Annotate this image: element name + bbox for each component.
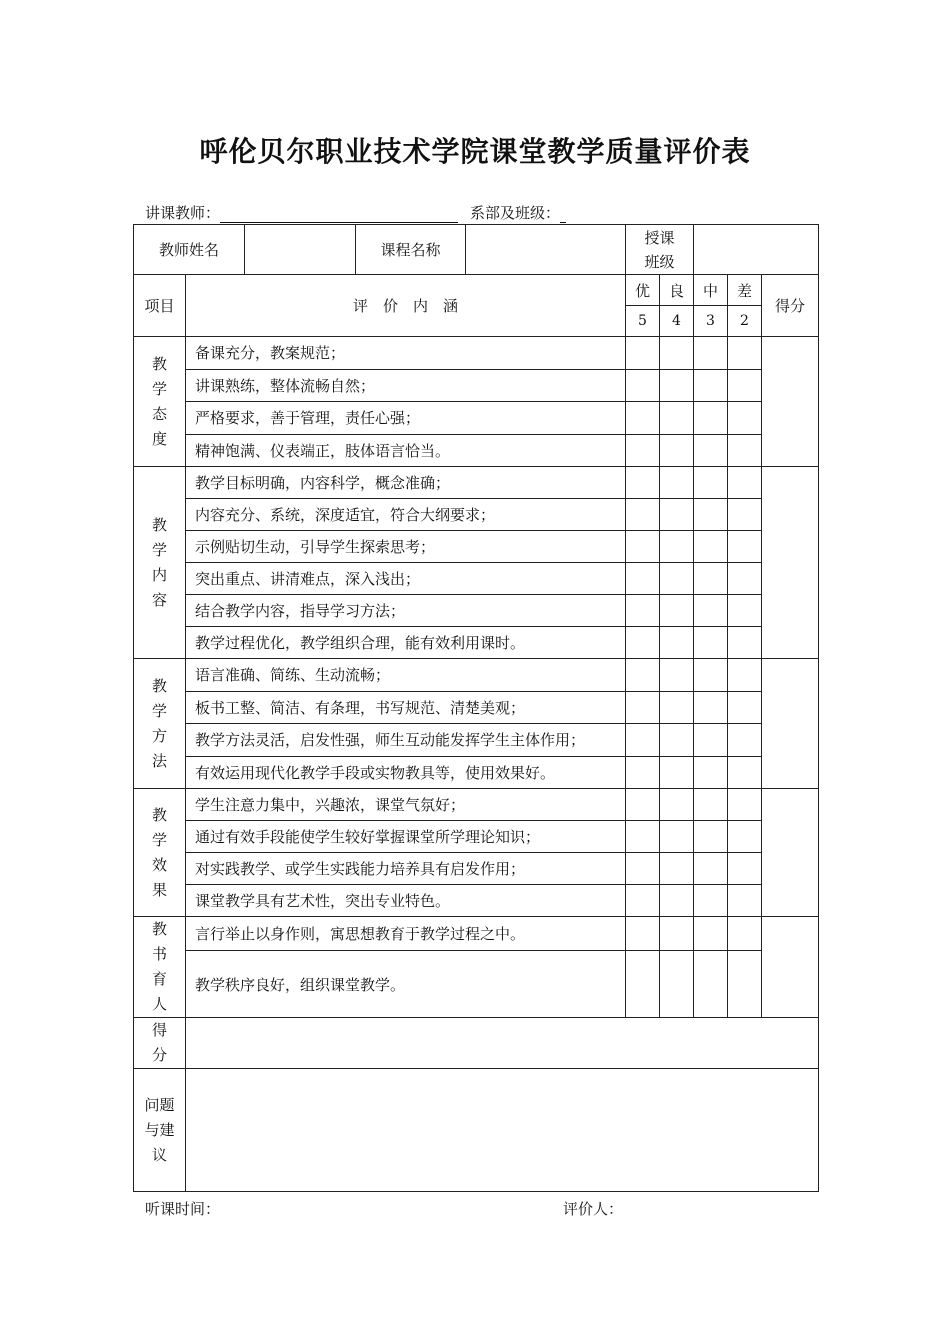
grade-cell[interactable]: [728, 821, 762, 853]
grade-cell[interactable]: [694, 691, 728, 724]
grade-cell[interactable]: [660, 756, 694, 789]
criterion-text: 言行举止以身作则，寓思想教育于教学过程之中。: [186, 917, 626, 951]
grade-cell[interactable]: [626, 951, 660, 1018]
grade-cell[interactable]: [694, 595, 728, 627]
grade-cell[interactable]: [626, 917, 660, 951]
grade-cell[interactable]: [660, 563, 694, 595]
points-4: 4: [660, 306, 694, 337]
section-content-label: [134, 467, 186, 659]
teacher-blank[interactable]: [220, 206, 458, 223]
grade-cell[interactable]: [660, 499, 694, 531]
suggestions-cell[interactable]: [186, 1069, 819, 1192]
grade-cell[interactable]: [694, 821, 728, 853]
page-title: 呼伦贝尔职业技术学院课堂教学质量评价表: [199, 135, 751, 168]
criterion-text: 结合教学内容，指导学习方法；: [186, 595, 626, 627]
grade-cell[interactable]: [728, 917, 762, 951]
grade-cell[interactable]: [694, 885, 728, 917]
grade-cell[interactable]: [728, 499, 762, 531]
time-label: 听课时间：: [145, 1200, 221, 1218]
grade-cell[interactable]: [660, 821, 694, 853]
grade-cell[interactable]: [660, 789, 694, 821]
grade-cell[interactable]: [694, 724, 728, 757]
criterion-row: [134, 627, 819, 659]
criterion-text: 精神饱满、仪表端正，肢体语言恰当。: [186, 434, 626, 467]
grade-cell[interactable]: [694, 434, 728, 467]
section-label-text: 教学方法: [151, 676, 167, 770]
grade-cell[interactable]: [660, 853, 694, 885]
section-score-cell[interactable]: [762, 659, 819, 789]
score-header: 得分: [762, 275, 819, 337]
grade-cell[interactable]: [660, 951, 694, 1018]
section-score-cell[interactable]: [762, 789, 819, 917]
grade-cell[interactable]: [728, 563, 762, 595]
grade-cell[interactable]: [626, 595, 660, 627]
class-cell[interactable]: [694, 225, 819, 275]
grade-cell[interactable]: [626, 467, 660, 499]
grade-cell[interactable]: [694, 337, 728, 370]
grade-cell[interactable]: [660, 595, 694, 627]
project-header: 项目: [134, 275, 186, 337]
grade-cell[interactable]: [626, 563, 660, 595]
section-education-label: [134, 917, 186, 1018]
grade-cell[interactable]: [694, 467, 728, 499]
grade-cell[interactable]: [694, 853, 728, 885]
grade-cell[interactable]: [626, 853, 660, 885]
course-name-cell[interactable]: [466, 225, 626, 275]
grade-cell[interactable]: [626, 724, 660, 757]
grade-cell[interactable]: [728, 531, 762, 563]
grade-cell[interactable]: [728, 951, 762, 1018]
grade-cell[interactable]: [660, 402, 694, 435]
section-method-label: [134, 659, 186, 789]
criterion-row: [134, 691, 819, 724]
criterion-row: [134, 659, 819, 692]
criterion-text: 语言准确、简练、生动流畅；: [186, 659, 626, 692]
grade-cell[interactable]: [728, 756, 762, 789]
content-header: 评 价 内 涵: [186, 275, 626, 337]
grade-cell[interactable]: [728, 885, 762, 917]
criterion-row: [134, 595, 819, 627]
section-effect-label: [134, 789, 186, 917]
points-5: 5: [626, 306, 660, 337]
grade-cell[interactable]: [626, 531, 660, 563]
total-score-row: [134, 1018, 819, 1069]
grade-cell[interactable]: [728, 853, 762, 885]
criterion-row: [134, 724, 819, 757]
points-3: 3: [694, 306, 728, 337]
grade-cell[interactable]: [660, 885, 694, 917]
teacher-name-label: 教师姓名: [134, 225, 245, 275]
section-label-text: 教学态度: [151, 354, 167, 448]
grade-medium: 中: [694, 275, 728, 306]
section-attitude-label: [134, 337, 186, 467]
grade-cell[interactable]: [626, 756, 660, 789]
grade-cell[interactable]: [626, 369, 660, 402]
teacher-info-row: [134, 225, 819, 275]
grade-cell[interactable]: [660, 337, 694, 370]
dept-line: [470, 202, 566, 223]
grade-cell[interactable]: [694, 659, 728, 692]
class-label: [626, 225, 694, 275]
evaluator-line: [563, 1198, 623, 1219]
points-2: 2: [728, 306, 762, 337]
criterion-row: [134, 853, 819, 885]
grade-cell[interactable]: [694, 531, 728, 563]
grade-cell[interactable]: [626, 691, 660, 724]
criterion-text: 通过有效手段能使学生较好掌握课堂所学理论知识；: [186, 821, 626, 853]
dept-label: 系部及班级：: [470, 204, 561, 222]
criterion-text: 课堂教学具有艺术性，突出专业特色。: [186, 885, 626, 917]
grade-cell[interactable]: [728, 402, 762, 435]
grade-cell[interactable]: [660, 434, 694, 467]
grade-cell[interactable]: [660, 917, 694, 951]
criterion-row: [134, 531, 819, 563]
grade-cell[interactable]: [694, 756, 728, 789]
criterion-row: [134, 467, 819, 499]
dept-blank[interactable]: [560, 206, 566, 223]
grade-cell[interactable]: [660, 724, 694, 757]
criterion-text: 教学秩序良好，组织课堂教学。: [186, 951, 626, 1018]
grade-cell[interactable]: [728, 724, 762, 757]
grade-cell[interactable]: [626, 885, 660, 917]
grade-cell[interactable]: [728, 369, 762, 402]
criterion-text: 有效运用现代化教学手段或实物教具等，使用效果好。: [186, 756, 626, 789]
grade-cell[interactable]: [728, 789, 762, 821]
criterion-row: [134, 789, 819, 821]
section-score-cell[interactable]: [762, 917, 819, 1018]
criterion-text: 对实践教学、或学生实践能力培养具有启发作用；: [186, 853, 626, 885]
grade-good: 良: [660, 275, 694, 306]
teacher-line: [145, 202, 458, 223]
criterion-text: 教学目标明确，内容科学，概念准确；: [186, 467, 626, 499]
evaluation-table: [133, 224, 819, 1192]
grade-cell[interactable]: [694, 402, 728, 435]
criterion-row: [134, 337, 819, 370]
grade-cell[interactable]: [728, 434, 762, 467]
teacher-label: 讲课教师：: [145, 204, 221, 222]
grade-cell[interactable]: [626, 402, 660, 435]
grade-cell[interactable]: [694, 499, 728, 531]
criterion-row: [134, 434, 819, 467]
course-name-label: 课程名称: [356, 225, 466, 275]
grade-cell[interactable]: [694, 789, 728, 821]
criterion-text: 教学方法灵活，启发性强，师生互动能发挥学生主体作用；: [186, 724, 626, 757]
suggestions-label: [134, 1069, 186, 1192]
teacher-name-cell[interactable]: [245, 225, 356, 275]
section-score-cell[interactable]: [762, 337, 819, 467]
criterion-text: 示例贴切生动，引导学生探索思考；: [186, 531, 626, 563]
criterion-row: [134, 917, 819, 951]
criterion-row: [134, 563, 819, 595]
grade-cell[interactable]: [626, 499, 660, 531]
grade-cell[interactable]: [728, 337, 762, 370]
grade-excellent: 优: [626, 275, 660, 306]
suggestions-row: [134, 1069, 819, 1192]
total-score-cell[interactable]: [186, 1018, 819, 1069]
evaluator-label: 评价人：: [563, 1200, 624, 1218]
grade-cell[interactable]: [626, 434, 660, 467]
total-score-label: [134, 1018, 186, 1069]
suggestions-label-text: 问题与建议: [144, 1095, 175, 1164]
criterion-row: [134, 951, 819, 1018]
grade-cell[interactable]: [660, 531, 694, 563]
criterion-text: 备课充分，教案规范；: [186, 337, 626, 370]
grade-cell[interactable]: [728, 627, 762, 659]
criterion-row: [134, 821, 819, 853]
criterion-text: 学生注意力集中，兴趣浓，课堂气氛好；: [186, 789, 626, 821]
time-line: [145, 1198, 220, 1219]
criterion-row: [134, 756, 819, 789]
criterion-row: [134, 499, 819, 531]
grade-cell[interactable]: [694, 917, 728, 951]
criterion-text: 内容充分、系统，深度适宜，符合大纲要求；: [186, 499, 626, 531]
criterion-text: 严格要求，善于管理，责任心强；: [186, 402, 626, 435]
section-label-text: 教学效果: [151, 805, 167, 899]
total-score-label-text: 得分: [151, 1021, 167, 1064]
grade-cell[interactable]: [626, 821, 660, 853]
section-label-text: 教学内容: [151, 515, 167, 609]
criterion-text: 突出重点、讲清难点，深入浅出；: [186, 563, 626, 595]
criterion-text: 讲课熟练，整体流畅自然；: [186, 369, 626, 402]
grade-cell[interactable]: [728, 659, 762, 692]
grade-cell[interactable]: [694, 951, 728, 1018]
grade-cell[interactable]: [660, 659, 694, 692]
criterion-row: [134, 369, 819, 402]
grade-cell[interactable]: [728, 595, 762, 627]
grade-cell[interactable]: [626, 659, 660, 692]
section-score-cell[interactable]: [762, 467, 819, 659]
grade-cell[interactable]: [660, 691, 694, 724]
section-label-text: 教书育人: [151, 920, 167, 1013]
grade-cell[interactable]: [694, 627, 728, 659]
criterion-row: [134, 402, 819, 435]
grade-poor: 差: [728, 275, 762, 306]
grade-cell[interactable]: [660, 627, 694, 659]
grade-cell[interactable]: [626, 337, 660, 370]
grade-cell[interactable]: [728, 467, 762, 499]
grade-cell[interactable]: [626, 789, 660, 821]
grade-cell[interactable]: [660, 369, 694, 402]
class-label-text: 授课班级: [644, 228, 675, 271]
grade-cell[interactable]: [694, 563, 728, 595]
header-row: [134, 275, 819, 306]
criterion-text: 板书工整、简洁、有条理，书写规范、清楚美观；: [186, 691, 626, 724]
grade-cell[interactable]: [728, 691, 762, 724]
grade-cell[interactable]: [626, 627, 660, 659]
grade-cell[interactable]: [660, 467, 694, 499]
criterion-row: [134, 885, 819, 917]
grade-cell[interactable]: [694, 369, 728, 402]
criterion-text: 教学过程优化，教学组织合理，能有效利用课时。: [186, 627, 626, 659]
